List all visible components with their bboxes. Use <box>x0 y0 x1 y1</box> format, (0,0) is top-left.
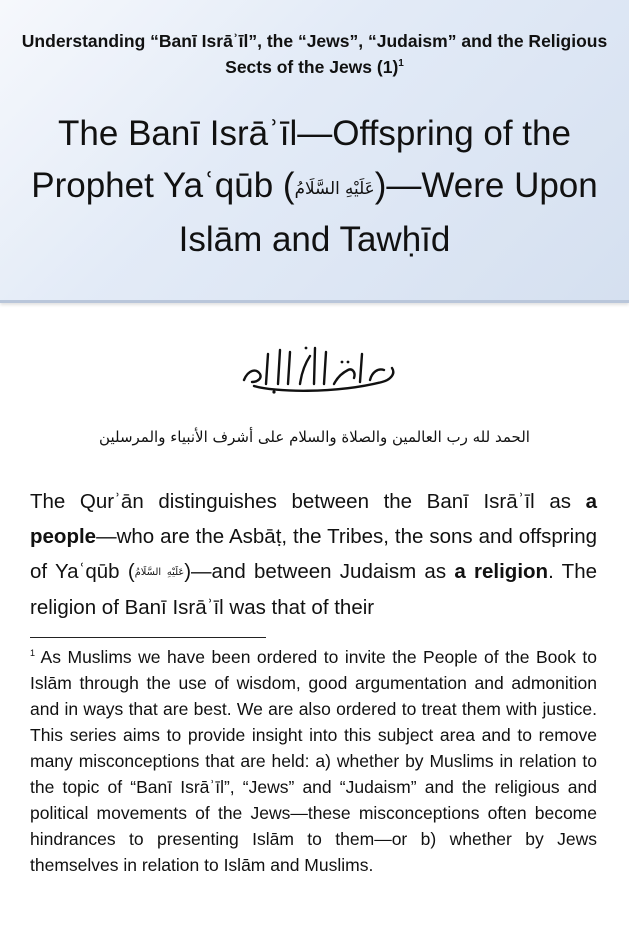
basmala-calligraphy <box>214 340 414 400</box>
body-bold-people: a people <box>30 490 597 548</box>
series-title-text: Understanding “Banī Isrāʾīl”, the “Jews”, “Judaism” and the Religious Sects of the Jews (1) <box>21 31 608 77</box>
footnote-text: As Muslims we have been ordered to invite the People of the Book to Islām through the use of wisdom, good argumentation and admonition and in ways that are best. We are also ordered to treat them with justice. This series aims to provide insight into this subject area and to remove many misconceptions that are held: a) whether by Muslims in relation to the topic of “Banī Isrāʾīl”, “Jews” and “Judaism” and the religious and political movements of the Jews—these misconceptions often become hindrances to presenting Islām to them—or b) whether by Jews themselves in relation to Islām and Muslims. <box>30 647 597 875</box>
title-banner <box>0 0 629 303</box>
praise-line: الحمد لله رب العالمين والصلاة والسلام على أشرف الأنبياء والمرسلين <box>99 428 530 446</box>
article-title-part1: The Banī Isrāʾīl—Offspring of the Prophet Yaʿqūb ( <box>31 114 571 205</box>
basmala-icon <box>214 340 414 400</box>
series-footnote-marker: 1 <box>398 58 404 70</box>
article-title-part2: )—Were Upon Islām and Tawḥīd <box>178 166 598 259</box>
body-text-a: The Qurʾān distinguishes between the Banī Isrāʾīl as <box>30 490 586 513</box>
body-text-c: )—and between Judaism as <box>184 560 455 583</box>
basmala-text: بسم الله الرحمن الرحيم <box>314 396 324 397</box>
honorific-alayhissalam: عَلَيْهِ السَّلَامُ <box>294 177 375 198</box>
footnote <box>30 644 597 878</box>
footnote-marker: 1 <box>30 648 36 659</box>
body-text-d: . The religion of Banī Isrāʾīl was that of their <box>30 560 598 620</box>
body-honorific: عَلَيْهِ السَّلَامُ <box>134 567 185 579</box>
body-paragraph <box>30 484 597 625</box>
body-bold-religion: a religion <box>454 560 549 583</box>
series-title <box>20 28 609 80</box>
article-title <box>20 108 609 266</box>
footnote-divider <box>30 637 266 638</box>
body-text-b: —who are the Asbāṭ, the Tribes, the sons and offspring of Yaʿqūb ( <box>30 525 597 583</box>
